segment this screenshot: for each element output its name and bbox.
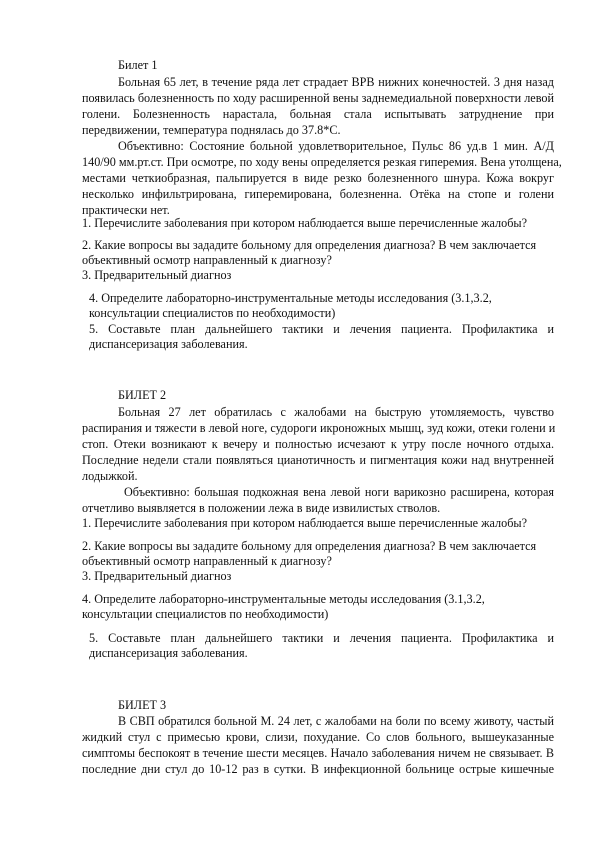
- ticket-1-question-2: 2. Какие вопросы вы зададите больному для определения диагноза? В чем заключается: [82, 238, 537, 252]
- ticket-1-question-1: 1. Перечислите заболевания при котором наблюдается выше перечисленные жалобы?: [82, 216, 528, 230]
- ticket-3-title: БИЛЕТ 3: [118, 698, 167, 712]
- ticket-1-question-4: 4. Определите лабораторно-инструментальные методы исследования (3.1,3.2,: [89, 291, 492, 305]
- ticket-3-complaint-line: В СВП обратился больной М. 24 лет, с жалобами на боли по всему животу, частый: [118, 714, 554, 728]
- ticket-1-complaint-line: Больная 65 лет, в течение ряда лет страдает ВРВ нижних конечностей. 3 дня назад: [118, 75, 554, 89]
- ticket-1-complaint-line: появилась болезненность по ходу расширенной вены заднемедиальной поверхности левой: [82, 91, 554, 105]
- ticket-3-complaint-line: последние дни стул до 10-12 раз в сутки. В инфекционной больнице острые кишечные: [82, 762, 554, 776]
- ticket-2-question-3: 3. Предварительный диагноз: [82, 569, 232, 583]
- ticket-1-title: Билет 1: [118, 58, 158, 72]
- ticket-2-title: БИЛЕТ 2: [118, 388, 167, 402]
- ticket-1-objective-line: местами четкиобразная, пальпируется в виде резко болезненного шнура. Кожа вокруг: [82, 171, 554, 185]
- ticket-3-complaint-line: симптомы беспокоят в течение шести месяцев. Начало заболевания ничем не связывает. В: [82, 746, 554, 760]
- ticket-1-objective-line: 140/90 мм.рт.ст. При осмотре, по ходу вены определяется резкая гиперемия. Вена утолщена,: [82, 155, 562, 169]
- ticket-2-question-5: 5. Составьте план дальнейшего тактики и лечения пациента. Профилактика и: [89, 631, 554, 645]
- ticket-2-complaint-line: Последние недели стали появляться цианотичность и пигментация кожи над внутренней: [82, 453, 554, 467]
- ticket-1-complaint-line: передвижении, температура поднялась до 37.8*С.: [82, 123, 341, 137]
- ticket-1-objective-line: практически нет.: [82, 203, 170, 217]
- ticket-2-question-5: диспансеризация заболевания.: [89, 646, 248, 660]
- ticket-2-question-4: 4. Определите лабораторно-инструментальные методы исследования (3.1,3.2,: [82, 592, 485, 606]
- ticket-2-question-1: 1. Перечислите заболевания при котором наблюдается выше перечисленные жалобы?: [82, 516, 528, 530]
- ticket-2-complaint-line: лодыжкой.: [82, 469, 138, 483]
- ticket-2-complaint-line: Больная 27 лет обратилась с жалобами на быструю утомляемость, чувство: [118, 405, 554, 419]
- ticket-2-objective-line: отчетливо выявляется в положении лежа в виде извилистых стволов.: [82, 501, 441, 515]
- ticket-2-complaint-line: стоп. Отеки возникают к вечеру и полностью исчезают к утру после ночного отдыха.: [82, 437, 554, 451]
- ticket-1-objective-line: Объективно: Состояние больной удовлетворительное, Пульс 86 уд.в 1 мин. А/Д: [118, 139, 554, 153]
- ticket-2-question-2: 2. Какие вопросы вы зададите больному для определения диагноза? В чем заключается: [82, 539, 537, 553]
- ticket-3-complaint-line: жидкий стул с примесью крови, слизи, похудание. Со слов больного, вышеуказанные: [82, 730, 554, 744]
- ticket-2-objective-line: Объективно: большая подкожная вена левой ноги варикозно расширена, которая: [124, 485, 554, 499]
- ticket-1-question-2: объективный осмотр направленный к диагнозу?: [82, 253, 332, 267]
- ticket-2-question-2: объективный осмотр направленный к диагнозу?: [82, 554, 332, 568]
- ticket-2-question-4: консультации специалистов по необходимости): [82, 607, 329, 621]
- ticket-1-question-4: консультации специалистов по необходимости): [89, 306, 336, 320]
- ticket-1-question-5: 5. Составьте план дальнейшего тактики и лечения пациента. Профилактика и: [89, 322, 554, 336]
- ticket-1-complaint-line: голени. Болезненность нарастала, больная стала испытывать затруднение при: [82, 107, 554, 121]
- ticket-1-question-3: 3. Предварительный диагноз: [82, 268, 232, 282]
- ticket-1-question-5: диспансеризация заболевания.: [89, 337, 248, 351]
- ticket-2-complaint-line: распирания и тяжести в левой ноге, судороги икроножных мышц, зуд кожи, отеки голени и: [82, 421, 556, 435]
- ticket-1-objective-line: несколько инфильтрирована, гиперемирована, болезненна. Отёка на стопе и голени: [82, 187, 554, 201]
